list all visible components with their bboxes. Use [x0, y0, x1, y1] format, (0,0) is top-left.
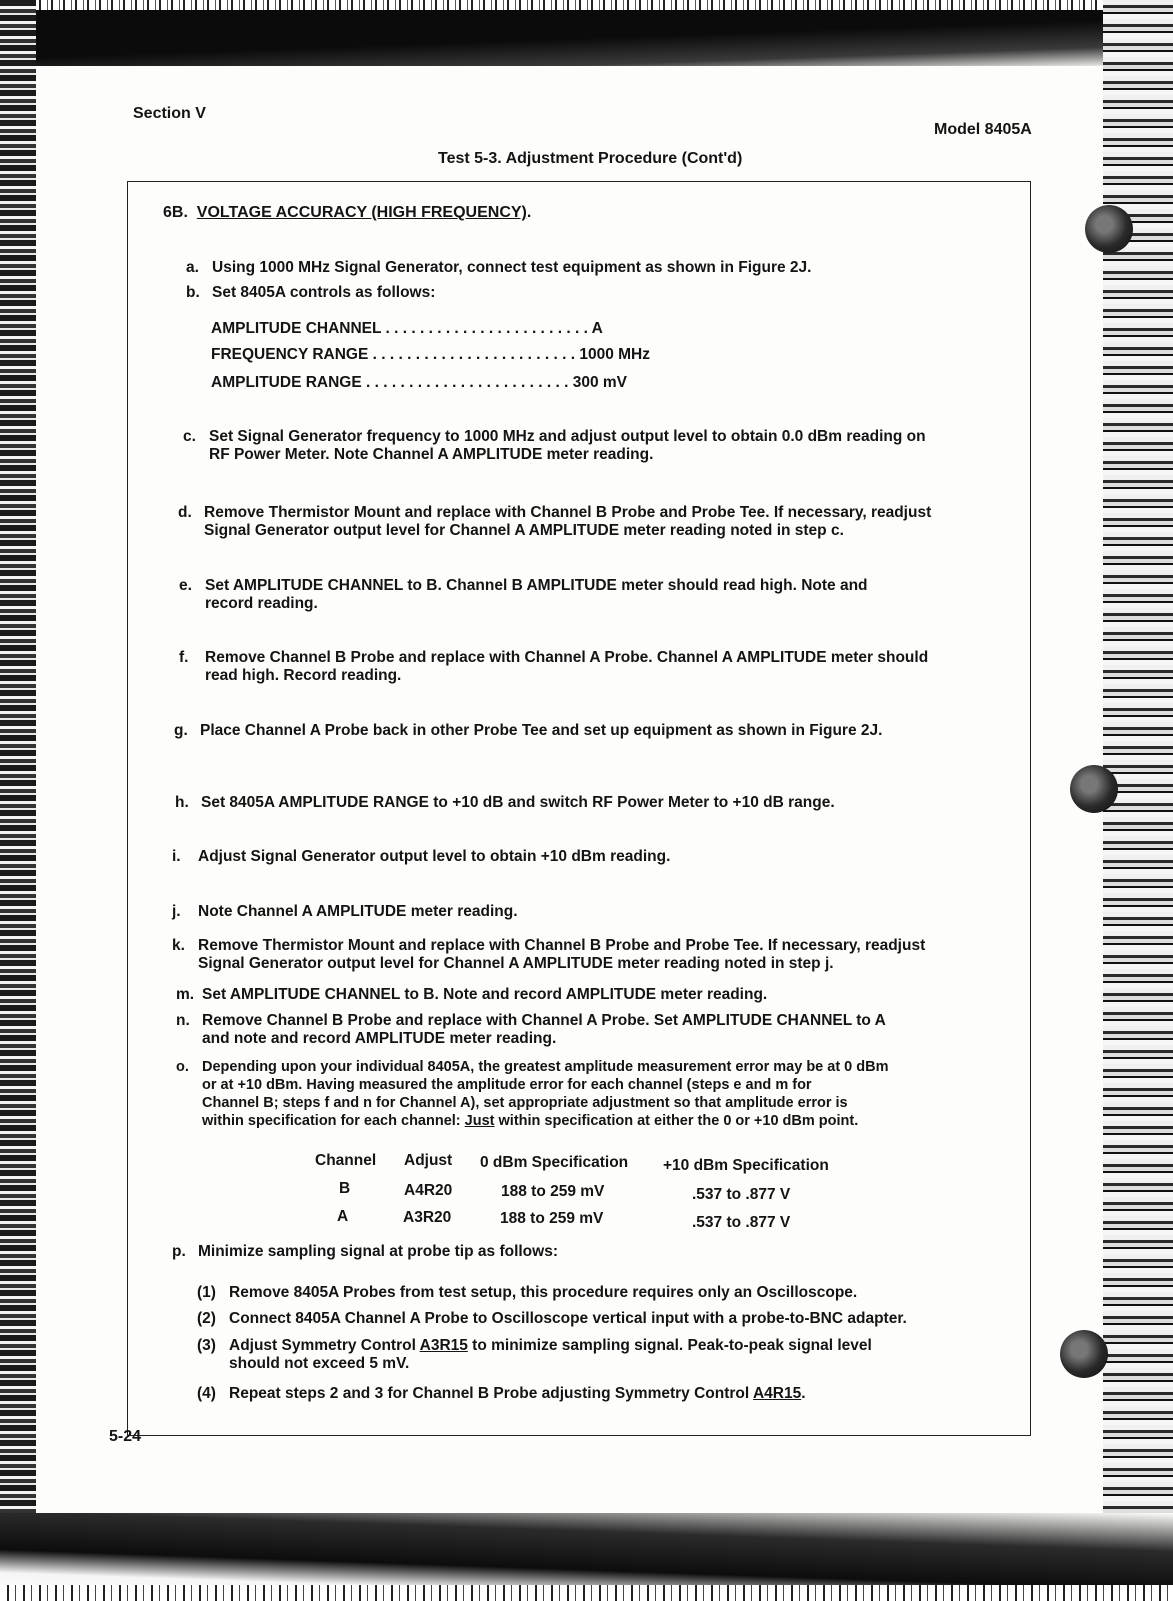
step-c-cont: RF Power Meter. Note Channel A AMPLITUDE meter reading.	[209, 446, 654, 463]
step-d-cont: Signal Generator output level for Channel A AMPLITUDE meter reading noted in step c.	[204, 522, 844, 539]
page-number: 5-24	[109, 1428, 142, 1445]
step-n: n. Remove Channel B Probe and replace with Channel A Probe. Set AMPLITUDE CHANNEL to A	[176, 1012, 886, 1029]
table-header-adjust: Adjust	[404, 1152, 453, 1169]
heading-number: 6B.	[163, 204, 188, 221]
table-cell: A4R20	[404, 1182, 453, 1199]
page-title: Test 5-3. Adjustment Procedure (Cont'd)	[438, 150, 743, 167]
table-cell: A	[337, 1208, 349, 1225]
model-label: Model 8405A	[934, 121, 1032, 138]
step-e-cont: record reading.	[205, 595, 318, 612]
step-f: f. Remove Channel B Probe and replace with Channel A Probe. Channel A AMPLITUDE meter should	[179, 649, 929, 666]
setting-row: FREQUENCY RANGE . . . . . . . . . . . . . . . . . . . . . . . . 1000 MHz	[211, 346, 651, 363]
scan-edge-left	[0, 0, 36, 1601]
heading-text: VOLTAGE ACCURACY (HIGH FREQUENCY)	[196, 204, 527, 221]
table-cell: 188 to 259 mV	[501, 1183, 605, 1200]
substep-3-cont: should not exceed 5 mV.	[229, 1355, 410, 1372]
step-h: h. Set 8405A AMPLITUDE RANGE to +10 dB and switch RF Power Meter to +10 dB range.	[175, 794, 835, 811]
step-k-cont: Signal Generator output level for Channel A AMPLITUDE meter reading noted in step j.	[198, 955, 834, 972]
table-cell: B	[339, 1180, 351, 1197]
substep-1: (1) Remove 8405A Probes from test setup, this procedure requires only an Oscilloscope.	[197, 1284, 858, 1301]
step-p: p. Minimize sampling signal at probe tip as follows:	[172, 1243, 558, 1260]
table-cell: A3R20	[403, 1209, 452, 1226]
table-header-channel: Channel	[315, 1152, 377, 1169]
table-cell: .537 to .877 V	[692, 1214, 791, 1231]
section-label: Section V	[133, 105, 206, 122]
scan-edge-bottom	[0, 1513, 1173, 1601]
procedure-heading: 6B. VOLTAGE ACCURACY (HIGH FREQUENCY).	[163, 204, 532, 221]
step-k: k. Remove Thermistor Mount and replace with Channel B Probe and Probe Tee. If necessary, readjust	[172, 937, 926, 954]
step-o: o. Depending upon your individual 8405A, the greatest amplitude measurement error may be at 0 dBm	[176, 1059, 889, 1075]
setting-row: AMPLITUDE CHANNEL . . . . . . . . . . . . . . . . . . . . . . . . A	[211, 320, 603, 337]
substep-2: (2) Connect 8405A Channel A Probe to Oscilloscope vertical input with a probe-to-BNC adapter.	[197, 1310, 907, 1327]
step-m: m. Set AMPLITUDE CHANNEL to B. Note and record AMPLITUDE meter reading.	[176, 986, 768, 1003]
step-e: e. Set AMPLITUDE CHANNEL to B. Channel B AMPLITUDE meter should read high. Note and	[179, 577, 868, 594]
step-b: b. Set 8405A controls as follows:	[186, 284, 436, 301]
scan-edge-top	[0, 0, 1173, 66]
step-n-cont: and note and record AMPLITUDE meter reading.	[202, 1030, 557, 1047]
step-i: i. Adjust Signal Generator output level to obtain +10 dBm reading.	[172, 848, 671, 865]
step-c: c. Set Signal Generator frequency to 1000 MHz and adjust output level to obtain 0.0 dBm reading on	[183, 428, 926, 445]
table-header-0dbm: 0 dBm Specification	[480, 1154, 629, 1171]
step-g: g. Place Channel A Probe back in other Probe Tee and set up equipment as shown in Figure 2J.	[174, 722, 883, 739]
step-o-cont: within specification for each channel: Just within specification at either the 0 or +10 dBm point.	[202, 1113, 859, 1129]
step-d: d. Remove Thermistor Mount and replace with Channel B Probe and Probe Tee. If necessary, readjust	[178, 504, 932, 521]
step-j: j. Note Channel A AMPLITUDE meter reading.	[172, 903, 518, 920]
binder-hole-icon	[1085, 205, 1133, 253]
substep-3: (3) Adjust Symmetry Control A3R15 to minimize sampling signal. Peak-to-peak signal level	[197, 1337, 872, 1354]
binder-hole-icon	[1060, 1330, 1108, 1378]
step-f-cont: read high. Record reading.	[205, 667, 402, 684]
step-a: a. Using 1000 MHz Signal Generator, connect test equipment as shown in Figure 2J.	[186, 259, 812, 276]
binder-hole-icon	[1070, 765, 1118, 813]
table-cell: .537 to .877 V	[692, 1186, 791, 1203]
table-cell: 188 to 259 mV	[500, 1210, 604, 1227]
step-o-cont: Channel B; steps f and n for Channel A), set appropriate adjustment so that amplitude error is	[202, 1095, 848, 1111]
setting-row: AMPLITUDE RANGE . . . . . . . . . . . . . . . . . . . . . . . . 300 mV	[211, 374, 628, 391]
substep-4: (4) Repeat steps 2 and 3 for Channel B Probe adjusting Symmetry Control A4R15.	[197, 1385, 806, 1402]
step-o-cont: or at +10 dBm. Having measured the amplitude error for each channel (steps e and m for	[202, 1077, 812, 1093]
table-header-10dbm: +10 dBm Specification	[663, 1157, 829, 1174]
